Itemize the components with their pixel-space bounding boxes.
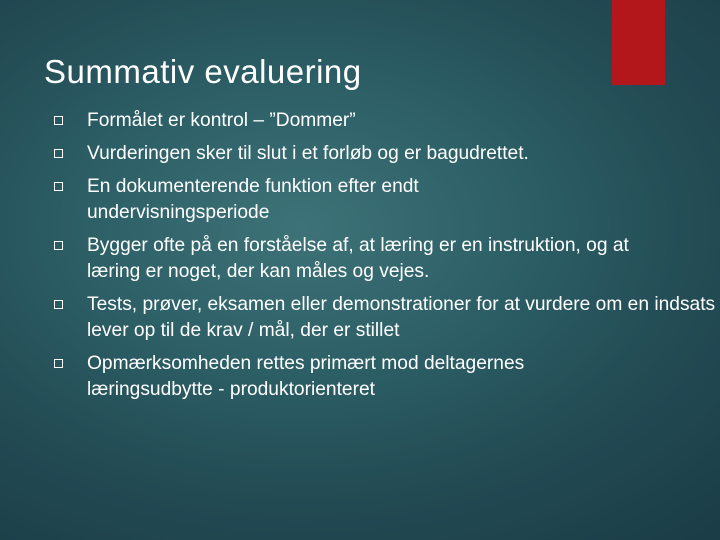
square-outline-bullet-icon — [54, 359, 63, 368]
bullet-text: Bygger ofte på en forståelse af, at læring er en instruktion, og at læring er noget, der kan måles og vejes. — [87, 235, 629, 282]
square-outline-bullet-icon — [54, 300, 63, 309]
square-outline-bullet-icon — [54, 241, 63, 250]
bullet-list — [50, 108, 716, 410]
bullet-item — [50, 292, 720, 344]
red-accent-bar — [612, 0, 665, 85]
bullet-text: Opmærksomheden rettes primært mod deltagernes læringsudbytte - produktorienteret — [87, 353, 525, 400]
bullet-item — [50, 233, 677, 285]
bullet-text: Formålet er kontrol – ”Dommer” — [87, 110, 356, 131]
bullet-item — [50, 141, 690, 167]
square-outline-bullet-icon — [54, 116, 63, 125]
square-outline-bullet-icon — [54, 182, 63, 191]
square-outline-bullet-icon — [54, 149, 63, 158]
bullet-item — [50, 351, 647, 403]
bullet-item — [50, 174, 507, 226]
bullet-text: Vurderingen sker til slut i et forløb og er bagudrettet. — [87, 143, 529, 164]
bullet-text: Tests, prøver, eksamen eller demonstrationer for at vurdere om en indsats lever op til de krav / mål, der er stillet — [87, 294, 716, 341]
bullet-text: En dokumenterende funktion efter endt undervisningsperiode — [87, 176, 419, 223]
slide-title: Summativ evaluering — [44, 53, 362, 90]
bullet-item — [50, 108, 690, 134]
